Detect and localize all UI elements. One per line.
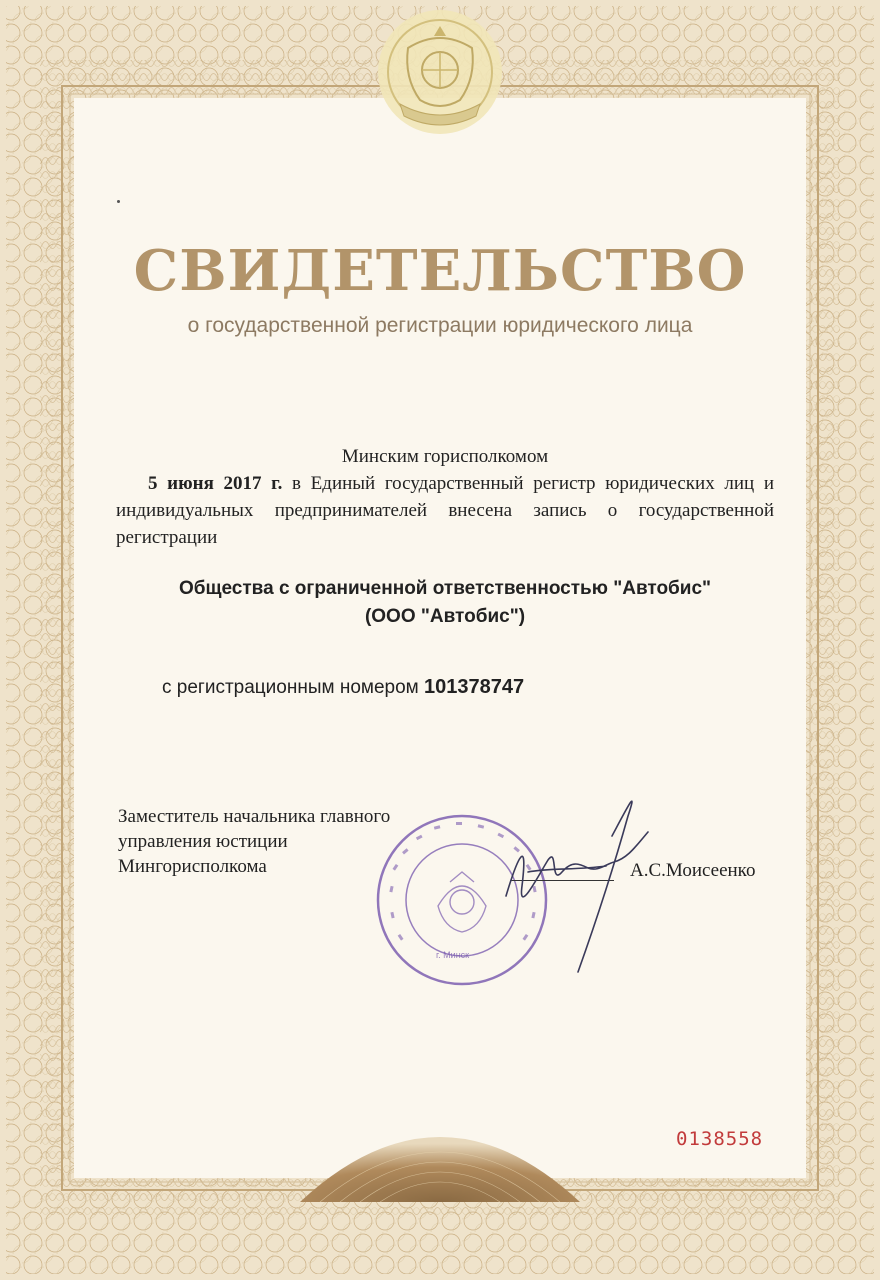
reg-number-label: с регистрационным номером (162, 677, 419, 698)
organization-short-name: (ООО "Автобис") (364, 606, 526, 627)
signer-position-line2: управления юстиции (118, 831, 288, 852)
signer-position-line3: Мингорисполкома (118, 856, 267, 877)
document-title: СВИДЕТЕЛЬСТВО (133, 238, 747, 304)
signer-position-line1: Заместитель начальника главного (118, 806, 391, 827)
registration-number-line (162, 676, 524, 699)
stamp-city: г. Минск (436, 950, 470, 960)
signer-position (118, 804, 390, 879)
handwritten-signature (488, 776, 668, 996)
guilloche-rosette (300, 1092, 580, 1202)
registration-statement (116, 470, 774, 551)
organization-name (116, 575, 774, 631)
document-subtitle: о государственной регистрации юридического лица (187, 314, 693, 337)
coat-of-arms-icon (350, 8, 530, 140)
registration-date: 5 июня 2017 г. (148, 473, 283, 494)
organization-full-name: Общества с ограниченной ответственностью "Автобис" (178, 578, 712, 599)
statement-text: в Единый государственный регистр юридических лиц и индивидуальных предпринимателей внесена запись о государственной регистрации (116, 473, 774, 548)
serial-number: 0138558 (676, 1128, 764, 1150)
speck (117, 200, 120, 203)
issuing-authority: Минским горисполкомом (341, 446, 549, 467)
reg-number: 101378747 (424, 676, 525, 698)
signer-name: А.С.Моисеенко (630, 860, 756, 881)
